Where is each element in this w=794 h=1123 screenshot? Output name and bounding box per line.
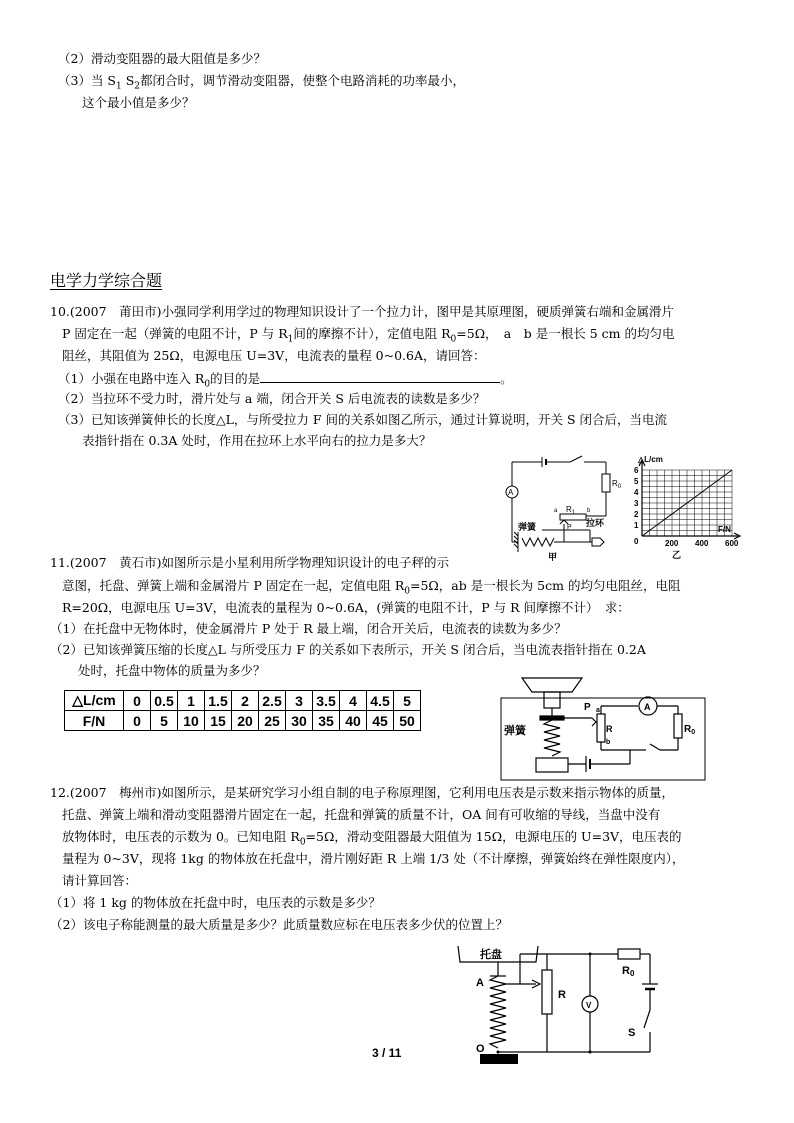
a-label: a xyxy=(554,508,558,514)
q10-q1: （1）小强在电路中连入 $R_0$的目的是 。 xyxy=(58,371,513,390)
chart-ytick-label: 5 xyxy=(634,477,639,486)
q11-r-label: R xyxy=(606,724,613,734)
q11-line1: 11.(2007 黄石市)如图所示是小星利用所学物理知识设计的电子秤的示 xyxy=(50,555,449,570)
table-cell-dl: 2.5 xyxy=(259,691,286,711)
q11-p-label: P xyxy=(584,702,591,713)
answer-blank xyxy=(260,370,500,383)
ammeter-label: A xyxy=(508,488,514,497)
table-cell-dl: 3 xyxy=(286,691,313,711)
table-header-dl: △L/cm xyxy=(65,691,124,711)
q10-q3-line2: 表指针指在 0.3A 处时，作用在拉环上水平向右的拉力是多大？ xyxy=(82,433,432,448)
q10-figure-yi-chart xyxy=(622,452,742,564)
q11-a-label: a xyxy=(596,707,600,714)
table-cell-dl: 4.5 xyxy=(367,691,394,711)
q11-data-table xyxy=(64,690,421,731)
q11-b-label: b xyxy=(606,739,611,746)
q11-line3: R=20Ω，电源电压 U=3V，电流表的量程为 0~0.6A，(弹簧的电阻不计，P 与 R 间摩擦不计） 求： xyxy=(62,600,630,615)
table-cell-f: 40 xyxy=(340,711,367,731)
table-header-f: F/N xyxy=(65,711,124,731)
q11-line2: 意图，托盘、弹簧上端和金属滑片 P 固定在一起，定值电阻 $R_0=5\Omega$，ab 是一根长为 5cm 的均匀电阻丝，电阻 xyxy=(62,578,681,597)
chart-xtick-label: 600 xyxy=(725,539,739,548)
table-cell-f: 15 xyxy=(205,711,232,731)
chart-ytick-label: 3 xyxy=(634,499,639,508)
q12-r-label: R xyxy=(558,989,566,1001)
table-cell-f: 10 xyxy=(178,711,205,731)
chart-xtick-label: 400 xyxy=(695,539,709,548)
chart-xtick-label: 200 xyxy=(665,539,679,548)
table-cell-f: 45 xyxy=(367,711,394,731)
q12-figure xyxy=(450,940,670,1070)
table-cell-f: 30 xyxy=(286,711,313,731)
ring-label: 拉环 xyxy=(586,519,605,529)
table-cell-f: 50 xyxy=(394,711,421,731)
table-cell-dl: 0 xyxy=(124,691,151,711)
r1-label: $R_1$ xyxy=(566,505,576,516)
yi-label: 乙 xyxy=(672,551,682,561)
p-label: P xyxy=(567,524,572,531)
b-label: b xyxy=(587,508,591,514)
table-cell-dl: 1 xyxy=(178,691,205,711)
chart-xlabel: F/N xyxy=(718,525,731,534)
chart-ylabel: △L/cm xyxy=(638,455,663,464)
table-cell-f: 5 xyxy=(151,711,178,731)
section-title: 电学力学综合题 xyxy=(50,271,163,290)
q11-figure xyxy=(500,672,706,782)
prev-q3-line2: 这个最小值是多少？ xyxy=(82,95,195,110)
table-row-dl xyxy=(65,691,421,711)
q12-tray-label: 托盘 xyxy=(480,948,502,961)
r0-label: $R_0$ xyxy=(612,479,622,490)
chart-ytick-label: 1 xyxy=(634,521,639,530)
table-cell-dl: 3.5 xyxy=(313,691,340,711)
q10-line2: P 固定在一起（弹簧的电阻不计，P 与 $R_1$间的摩擦不计），定值电阻 $R_0=5\Omega$， a b 是一根长 5 cm 的均匀电 xyxy=(62,326,675,345)
q12-o-label: O xyxy=(476,1043,485,1055)
q12-a-label: A xyxy=(476,977,484,989)
q10-figure-jia xyxy=(482,452,622,562)
q11-q1: （1）在托盘中无物体时，使金属滑片 P 处于 R 最上端，闭合开关后，电流表的读数为多少？ xyxy=(50,621,567,636)
q10-line1: 10.(2007 莆田市)小强同学利用学过的物理知识设计了一个拉力计，图甲是其原理图，硬质弹簧右端和金属滑片 xyxy=(50,304,674,319)
table-cell-dl: 1.5 xyxy=(205,691,232,711)
prev-q3: （3）当 $S_1$ $S_2$都闭合时，调节滑动变阻器，使整个电路消耗的功率最小， xyxy=(58,73,466,92)
table-cell-f: 35 xyxy=(313,711,340,731)
prev-q2: （2）滑动变阻器的最大阻值是多少？ xyxy=(58,51,266,66)
q11-q2-line2: 处时，托盘中物体的质量为多少？ xyxy=(78,663,266,678)
q12-line4: 量程为 0~3V，现将 1kg 的物体放在托盘中，滑片刚好距 R 上端 1/3 处（不计摩擦，弹簧始终在弹性限度内）， xyxy=(62,851,685,866)
q12-line3: 放物体时，电压表的示数为 0。已知电阻 $R_0=5\Omega$，滑动变阻器最大阻值为 15Ω，电源电压的 U=3V，电压表的 xyxy=(62,829,682,848)
chart-ytick-label: 2 xyxy=(634,510,639,519)
q11-spring-label: 弹簧 xyxy=(504,724,526,737)
q10-q3-line1: （3）已知该弹簧伸长的长度△L，与所受拉力 F 间的关系如图乙所示，通过计算说明，开关 S 闭合后，当电流 xyxy=(58,412,667,427)
q12-q1: （1）将 1 kg 的物体放在托盘中时，电压表的示数是多少？ xyxy=(50,895,381,910)
table-cell-f: 20 xyxy=(232,711,259,731)
table-cell-dl: 4 xyxy=(340,691,367,711)
q11-r0-label: $R_0$ xyxy=(684,724,696,736)
table-cell-f: 25 xyxy=(259,711,286,731)
q12-line2: 托盘、弹簧上端和滑动变阻器滑片固定在一起，托盘和弹簧的质量不计，OA 间有可收缩的导线，当盘中没有 xyxy=(62,807,661,822)
q12-line5: 请计算回答： xyxy=(62,873,138,888)
q12-q2: （2）该电子称能测量的最大质量是多少？此质量数应标在电压表多少伏的位置上？ xyxy=(50,917,508,932)
chart-ytick-label: 4 xyxy=(634,488,639,497)
page-number: 3 / 11 xyxy=(372,1046,402,1060)
table-cell-dl: 0.5 xyxy=(151,691,178,711)
q10-line3: 阻丝，其阻值为 25Ω，电源电压 U=3V，电流表的量程 0~0.6A，请回答： xyxy=(62,348,486,363)
table-row-f xyxy=(65,711,421,731)
q11-ammeter-label: A xyxy=(644,702,651,712)
spring-label: 弹簧 xyxy=(518,523,537,533)
chart-ytick-label: 0 xyxy=(634,537,639,546)
jia-label: 甲 xyxy=(548,553,558,562)
chart-ytick-label: 6 xyxy=(634,466,639,475)
q12-r0-label: R0 xyxy=(622,965,635,978)
q10-q2: （2）当拉环不受力时，滑片处与 a 端，闭合开关 S 后电流表的读数是多少？ xyxy=(58,391,486,406)
q12-line1: 12.(2007 梅州市)如图所示，是某研究学习小组自制的电子称原理图，它利用电压表是示数来指示物体的质量， xyxy=(50,785,674,800)
table-cell-f: 0 xyxy=(124,711,151,731)
q11-q2-line1: （2）已知该弹簧压缩的长度△L 与所受压力 F 的关系如下表所示，开关 S 闭合后，当电流表指针指在 0.2A xyxy=(50,642,646,657)
q12-v-label: V xyxy=(586,1001,592,1010)
q12-s-label: S xyxy=(628,1027,636,1039)
table-cell-dl: 5 xyxy=(394,691,421,711)
table-cell-dl: 2 xyxy=(232,691,259,711)
